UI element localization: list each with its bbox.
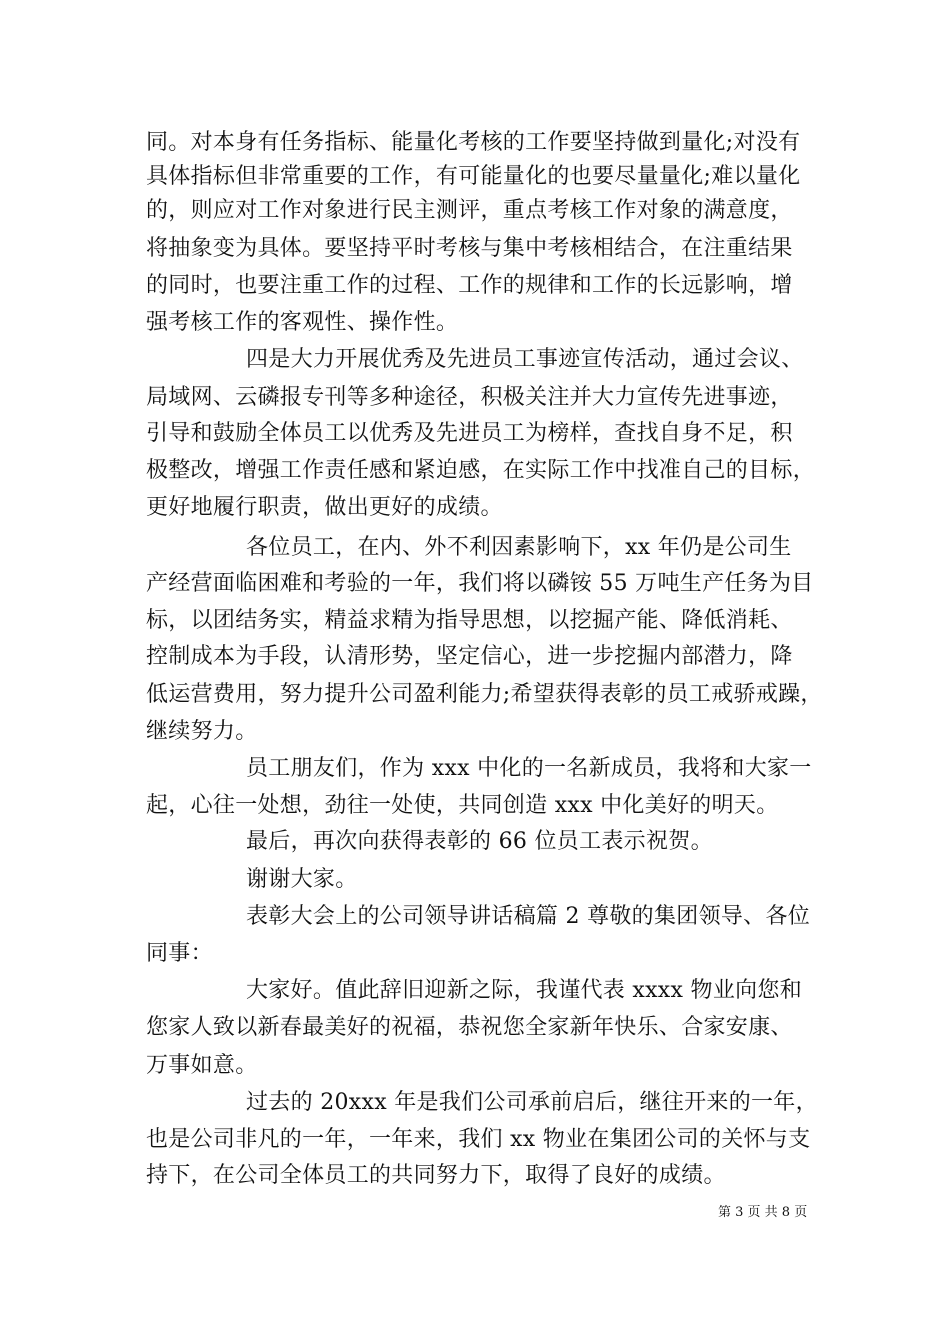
body-text-line: 谢谢大家。 xyxy=(246,867,358,892)
page-number: 第 3 页 共 8 页 xyxy=(718,1205,808,1220)
body-text-line: 大家好。值此辞旧迎新之际，我谨代表 xxxx 物业向您和 xyxy=(246,978,803,1003)
body-text-line: 过去的 20xxx 年是我们公司承前启后，继往开来的一年， xyxy=(246,1090,818,1115)
body-text-line: 的同时，也要注重工作的过程、工作的规律和工作的长远影响，增 xyxy=(146,273,793,298)
body-text-line: 产经营面临困难和考验的一年，我们将以磷铵 55 万吨生产任务为目 xyxy=(146,571,814,596)
body-text-line: 员工朋友们，作为 xxx 中化的一名新成员，我将和大家一 xyxy=(246,756,812,781)
body-text-line: 四是大力开展优秀及先进员工事迹宣传活动，通过会议、 xyxy=(246,347,804,372)
body-text-line: 低运营费用，努力提升公司盈利能力;希望获得表彰的员工戒骄戒躁， xyxy=(146,682,823,707)
body-text-line: 起，心往一处想，劲往一处使，共同创造 xxx 中化美好的明天。 xyxy=(146,793,779,818)
body-text-line: 将抽象变为具体。要坚持平时考核与集中考核相结合，在注重结果 xyxy=(146,236,793,261)
body-text-line: 同事： xyxy=(146,941,213,966)
body-text-line: 的，则应对工作对象进行民主测评，重点考核工作对象的满意度， xyxy=(146,198,793,223)
body-text-line: 标，以团结务实，精益求精为指导思想，以挖掘产能、降低消耗、 xyxy=(146,608,793,633)
body-text-line: 继续努力。 xyxy=(146,719,258,744)
body-text-line: 局域网、云磷报专刊等多种途径，积极关注并大力宣传先进事迹， xyxy=(146,385,793,410)
body-text-line: 表彰大会上的公司领导讲话稿篇 2 尊敬的集团领导、各位 xyxy=(246,904,811,929)
body-text-line: 引导和鼓励全体员工以优秀及先进员工为榜样，查找自身不足，积 xyxy=(146,421,793,446)
body-text-line: 控制成本为手段，认清形势，坚定信心，进一步挖掘内部潜力，降 xyxy=(146,644,793,669)
body-text-line: 强考核工作的客观性、操作性。 xyxy=(146,310,459,335)
body-text-line: 您家人致以新春最美好的祝福，恭祝您全家新年快乐、合家安康、 xyxy=(146,1015,793,1040)
body-text-line: 持下，在公司全体员工的共同努力下，取得了良好的成绩。 xyxy=(146,1163,726,1188)
body-text-line: 最后，再次向获得表彰的 66 位员工表示祝贺。 xyxy=(246,829,713,854)
body-text-line: 各位员工，在内、外不利因素影响下，xx 年仍是公司生 xyxy=(246,535,792,560)
body-text-line: 同。对本身有任务指标、能量化考核的工作要坚持做到量化;对没有 xyxy=(146,130,801,155)
body-text-line: 更好地履行职责，做出更好的成绩。 xyxy=(146,495,503,520)
body-text-line: 具体指标但非常重要的工作，有可能量化的也要尽量量化;难以量化 xyxy=(146,164,801,189)
body-text-line: 万事如意。 xyxy=(146,1053,258,1078)
body-text-line: 极整改，增强工作责任感和紧迫感，在实际工作中找准自己的目标， xyxy=(146,458,816,483)
body-text-line: 也是公司非凡的一年，一年来，我们 xx 物业在集团公司的关怀与支 xyxy=(146,1127,811,1152)
